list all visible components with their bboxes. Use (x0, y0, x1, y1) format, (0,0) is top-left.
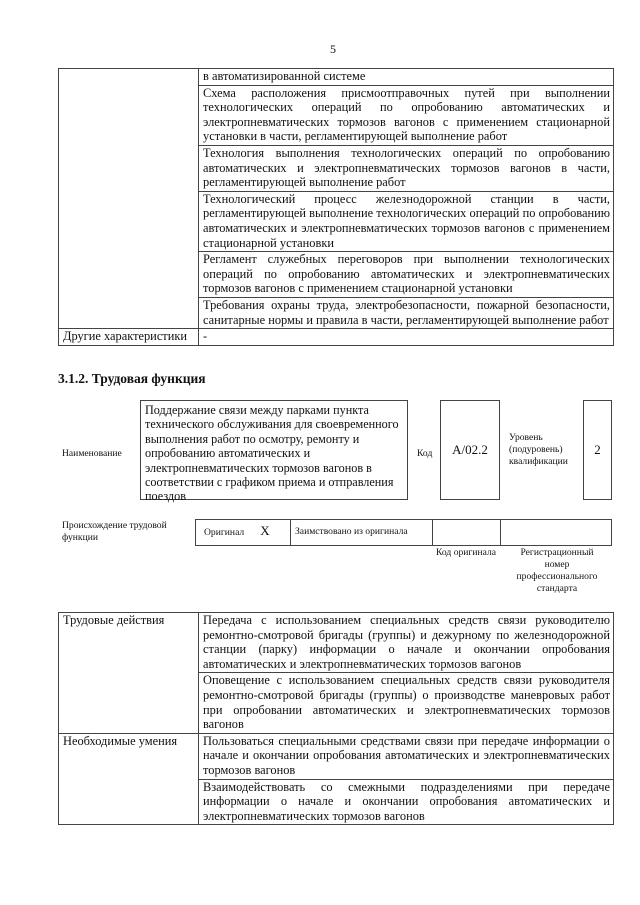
table-cell: в автоматизированной системе (199, 69, 614, 86)
code-label: Код (417, 448, 433, 459)
table-cell: Пользоваться специальными средствами связи при передаче информации о начале и окончании опробования автоматических и электропневматических тормозов вагонов (199, 733, 614, 779)
section-title: 3.1.2. Трудовая функция (58, 371, 206, 386)
original-mark: X (260, 523, 270, 538)
skills-label: Необходимые умения (59, 733, 199, 825)
table-cell: Оповещение с использованием специальных средств связи руководителя ремонтно-смотровой бригады (группы) о производстве маневровых работ при опробовании автоматических и электропневматических тормозов вагонов (199, 673, 614, 733)
reg-number-cell (501, 520, 612, 546)
original-label: Оригинал (204, 527, 245, 538)
other-label: Другие характеристики (59, 329, 199, 346)
function-level: 2 (583, 400, 612, 500)
other-value: - (199, 329, 614, 346)
table-cell: Схема расположения присмоотправочных путей при выполнении технологических операций по опробованию автоматических и электропневматических тормозов вагонов с применением стационарной установки в части, регламентирующей выполнение работ (199, 85, 614, 145)
code-original-cell (433, 520, 501, 546)
page-number: 5 (330, 42, 336, 56)
function-name: Поддержание связи между парками пункта технического обслуживания для своевременного выполнения работ по осмотру, ремонту и опробованию автоматических и электропневматических тормозов вагонов в соответствии с графиком приема и отправления поездов (140, 400, 408, 500)
table-cell: Технологический процесс железнодорожной станции в части, регламентирующей выполнение технологических операций по опробованию автоматических и электропневматических тормозов вагонов с применением стационарной установки (199, 191, 614, 251)
empty-label-cell (59, 69, 199, 329)
table-cell: Передача с использованием специальных средств связи руководителю ремонтно-смотровой бригады (группы) и дежурному по железнодорожной станции (парку) информации о начале и окончании опробования автоматических и электропневматических тормозов вагонов (199, 613, 614, 673)
code-original-label: Код оригинала (435, 547, 497, 558)
level-label: Уровень (подуровень) квалификации (509, 432, 568, 467)
knowledge-table (58, 68, 614, 346)
origin-label: Происхождение трудовой функции (62, 520, 167, 543)
actions-table (58, 612, 614, 825)
actions-label: Трудовые действия (59, 613, 199, 734)
reg-number-label: Регистрационный номер профессионального стандарта (516, 547, 598, 594)
table-cell: Требования охраны труда, электробезопасности, пожарной безопасности, санитарные нормы и правила в части, регламентирующей выполнение работ (199, 297, 614, 328)
borrowed-label: Заимствовано из оригинала (291, 520, 433, 546)
origin-table (195, 519, 612, 546)
table-cell: Технология выполнения технологических операций по опробованию автоматических и электропневматических тормозов вагонов в части, регламентирующей выполнение работ (199, 145, 614, 191)
function-code: A/02.2 (440, 400, 500, 500)
table-cell: Взаимодействовать со смежными подразделениями при передаче информации о начале и окончании опробования автоматических и электропневматических тормозов вагонов (199, 779, 614, 825)
table-cell: Регламент служебных переговоров при выполнении технологических операций по опробованию автоматических и электропневматических тормозов вагонов с применением стационарной установки (199, 252, 614, 298)
name-label: Наименование (62, 448, 122, 459)
